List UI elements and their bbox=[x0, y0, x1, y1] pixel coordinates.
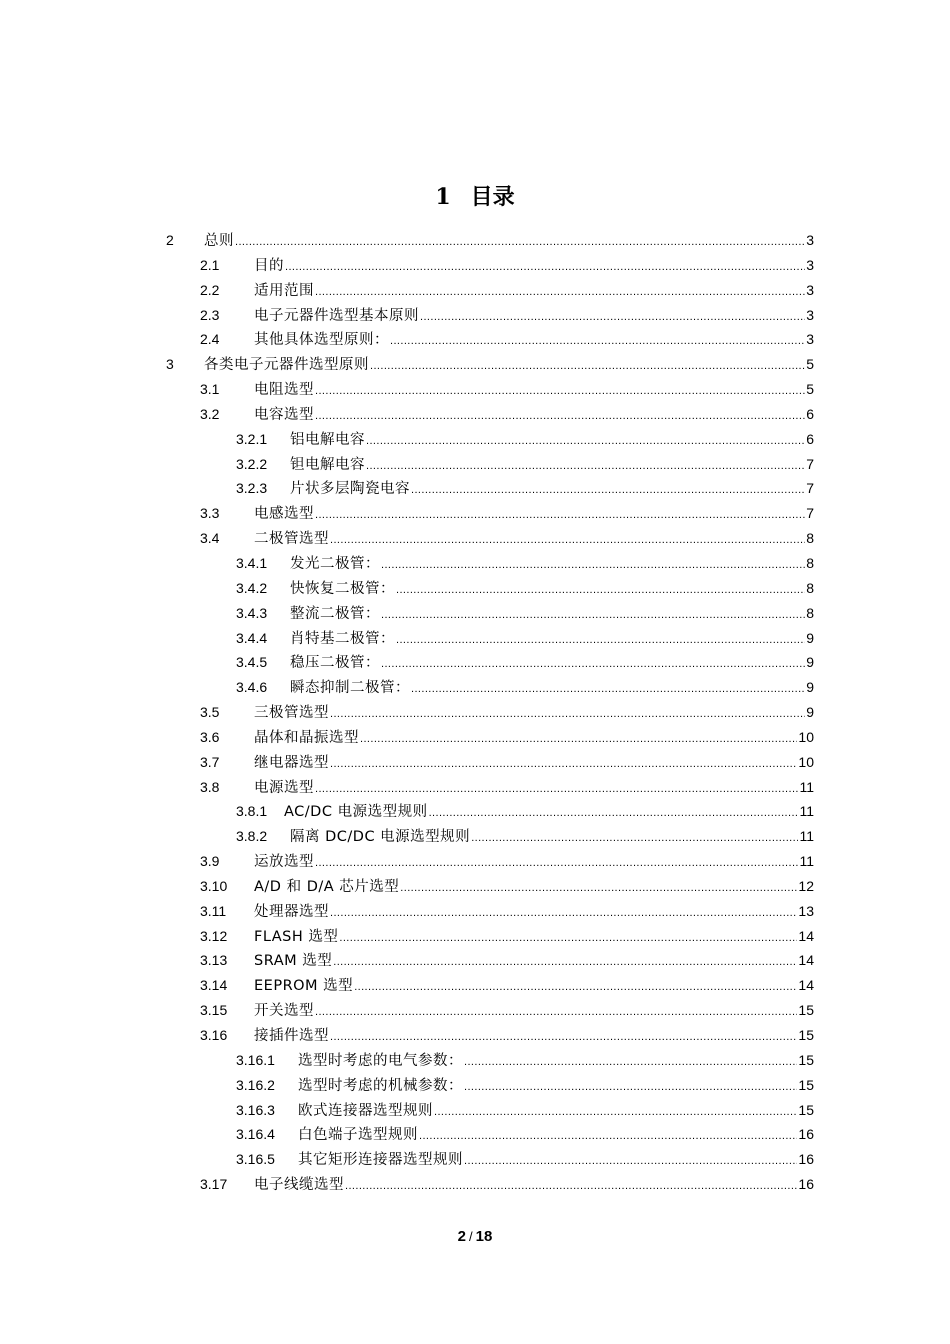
toc-entry-title[interactable]: 整流二极管： bbox=[290, 605, 380, 622]
toc-dot-leader bbox=[464, 1050, 797, 1075]
toc-entry-number: 3.2 bbox=[200, 405, 220, 422]
toc-entry-number: 2.4 bbox=[200, 331, 220, 348]
toc-entry-title[interactable]: EEPROM 选型 bbox=[254, 978, 354, 995]
toc-entry-page[interactable]: 8 bbox=[806, 554, 814, 571]
toc-dot-leader bbox=[330, 1025, 797, 1050]
toc-entry[interactable] bbox=[0, 1073, 950, 1098]
toc-entry-number: 2 bbox=[166, 232, 174, 248]
toc-entry-number: 3 bbox=[166, 356, 174, 373]
toc-dot-leader bbox=[411, 478, 805, 503]
toc-entry-number: 3.9 bbox=[200, 853, 220, 870]
toc-entry-number: 3.11 bbox=[200, 902, 227, 919]
toc-entry-title[interactable]: 适用范围 bbox=[254, 282, 314, 299]
toc-entry-page[interactable]: 8 bbox=[806, 530, 814, 547]
toc-dot-leader bbox=[396, 578, 805, 603]
toc-entry-title[interactable]: 总则 bbox=[204, 233, 234, 249]
toc-entry-line bbox=[236, 799, 814, 826]
toc-dot-leader bbox=[381, 603, 805, 628]
toc-entry[interactable] bbox=[0, 1023, 950, 1048]
toc-entry-title[interactable]: 肖特基二极管： bbox=[290, 630, 395, 647]
toc-entry-line bbox=[200, 874, 814, 901]
toc-entry-line bbox=[200, 377, 814, 404]
toc-entry-line bbox=[200, 973, 814, 1000]
toc-entry-page[interactable]: 6 bbox=[806, 430, 814, 447]
toc-entry-page[interactable]: 3 bbox=[806, 331, 814, 348]
toc-entry-title[interactable]: 铝电解电容 bbox=[290, 431, 365, 448]
toc-entry-title[interactable]: 晶体和晶振选型 bbox=[254, 729, 359, 746]
toc-entry-page[interactable]: 9 bbox=[806, 704, 814, 721]
toc-entry-line bbox=[200, 700, 814, 727]
toc-entry-number: 3.16.1 bbox=[236, 1051, 275, 1068]
toc-entry[interactable] bbox=[0, 675, 950, 700]
toc-entry[interactable] bbox=[0, 899, 950, 924]
toc-entry-number: 3.4.2 bbox=[236, 579, 268, 596]
toc-entry-line bbox=[166, 352, 814, 379]
toc-entry-number: 3.16.2 bbox=[236, 1076, 275, 1093]
toc-dot-leader bbox=[345, 1174, 797, 1199]
toc-entry-number: 3.12 bbox=[200, 927, 228, 944]
toc-entry-title[interactable]: 电容选型 bbox=[254, 406, 314, 423]
toc-entry-title[interactable]: 片状多层陶瓷电容 bbox=[290, 481, 410, 498]
toc-entry[interactable] bbox=[0, 998, 950, 1023]
toc-entry-page[interactable]: 6 bbox=[806, 405, 814, 422]
toc-dot-leader bbox=[420, 305, 805, 330]
toc-entry-line bbox=[236, 650, 814, 677]
toc-entry-title[interactable]: 稳压二极管： bbox=[290, 655, 380, 672]
toc-entry-title[interactable]: 各类电子元器件选型原则 bbox=[204, 357, 369, 374]
toc-entry-line bbox=[236, 1073, 814, 1100]
toc-entry-page[interactable]: 10 bbox=[798, 753, 814, 770]
toc-entry-number: 3.16 bbox=[200, 1027, 228, 1043]
toc-dot-leader bbox=[411, 677, 805, 702]
toc-entry-title[interactable]: A/D 和 D/A 芯片选型 bbox=[254, 878, 400, 895]
toc-dot-leader bbox=[400, 876, 797, 901]
toc-dot-leader bbox=[339, 926, 797, 951]
toc-entry[interactable] bbox=[0, 973, 950, 998]
toc-entry[interactable] bbox=[0, 452, 950, 477]
toc-entry[interactable] bbox=[0, 576, 950, 601]
toc-dot-leader bbox=[464, 1149, 797, 1174]
toc-entry-line bbox=[200, 1023, 814, 1050]
toc-entry-page[interactable]: 15 bbox=[798, 1002, 814, 1019]
toc-entry-title[interactable]: 其他具体选型原则： bbox=[254, 332, 389, 349]
toc-entry-number: 3.15 bbox=[200, 1002, 228, 1019]
toc-entry[interactable] bbox=[0, 253, 950, 278]
toc-entry-line bbox=[200, 327, 814, 354]
toc-entry[interactable] bbox=[0, 824, 950, 849]
toc-dot-leader bbox=[366, 429, 805, 454]
toc-entry-page[interactable]: 7 bbox=[806, 455, 814, 472]
toc-dot-leader bbox=[315, 851, 798, 876]
toc-entry-title[interactable]: 发光二极管： bbox=[290, 555, 380, 572]
toc-entry-line bbox=[236, 824, 814, 851]
toc-entry-line bbox=[200, 750, 814, 777]
toc-entry-title[interactable]: 选型时考虑的机械参数： bbox=[298, 1077, 463, 1094]
toc-entry[interactable] bbox=[0, 303, 950, 328]
toc-dot-leader bbox=[333, 950, 797, 975]
toc-dot-leader bbox=[419, 1124, 797, 1149]
toc-entry[interactable] bbox=[0, 700, 950, 725]
toc-entry-title[interactable]: 瞬态抑制二极管： bbox=[290, 680, 410, 697]
toc-entry-title[interactable]: 二极管选型 bbox=[254, 531, 329, 548]
toc-entry-page[interactable]: 16 bbox=[798, 1151, 814, 1168]
toc-entry-number: 3.4.1 bbox=[236, 554, 268, 571]
toc-entry[interactable] bbox=[0, 1098, 950, 1123]
heading-number: 1 bbox=[435, 184, 451, 210]
toc-entry[interactable] bbox=[0, 501, 950, 526]
toc-entry-number: 3.1 bbox=[200, 381, 220, 398]
page-footer bbox=[0, 1228, 950, 1245]
toc-entry-number: 3.2.2 bbox=[236, 455, 268, 472]
toc-dot-leader bbox=[330, 702, 805, 727]
toc-entry-number: 3.6 bbox=[200, 728, 220, 745]
toc-entry-line bbox=[200, 998, 814, 1025]
toc-entry-page[interactable]: 12 bbox=[798, 877, 814, 894]
toc-dot-leader bbox=[370, 354, 805, 379]
toc-entry-page[interactable]: 10 bbox=[798, 728, 814, 745]
toc-entry[interactable] bbox=[0, 1172, 950, 1197]
toc-entry-title[interactable]: 欧式连接器选型规则 bbox=[298, 1102, 433, 1119]
toc-dot-leader bbox=[315, 379, 805, 404]
toc-entry-title[interactable]: 目的 bbox=[254, 257, 284, 274]
toc-entry-number: 3.2.1 bbox=[236, 430, 268, 447]
toc-entry-line bbox=[236, 1147, 814, 1174]
toc-entry-page[interactable]: 9 bbox=[806, 629, 814, 646]
toc-entry-page[interactable]: 15 bbox=[798, 1027, 814, 1043]
toc-entry-number: 2.3 bbox=[200, 306, 220, 323]
toc-entry-title[interactable]: 继电器选型 bbox=[254, 754, 329, 771]
current-page-number: 2 bbox=[457, 1228, 467, 1245]
toc-entry[interactable] bbox=[0, 427, 950, 452]
toc-entry-number: 2.1 bbox=[200, 256, 220, 273]
toc-entry-page[interactable]: 15 bbox=[798, 1101, 814, 1118]
table-of-contents bbox=[0, 228, 950, 1197]
toc-entry[interactable] bbox=[0, 476, 950, 501]
toc-entry-page[interactable]: 9 bbox=[806, 654, 814, 671]
toc-entry-page[interactable]: 14 bbox=[798, 952, 814, 969]
toc-entry-title[interactable]: 电感选型 bbox=[254, 506, 314, 523]
toc-entry-page[interactable]: 3 bbox=[806, 306, 814, 323]
toc-entry-number: 3.8.1 bbox=[236, 803, 268, 820]
toc-dot-leader bbox=[396, 628, 805, 653]
toc-entry-number: 3.3 bbox=[200, 505, 220, 522]
toc-entry-title[interactable]: 电源选型 bbox=[254, 779, 314, 796]
toc-entry[interactable] bbox=[0, 626, 950, 651]
toc-entry-page[interactable]: 16 bbox=[798, 1126, 814, 1143]
toc-entry[interactable] bbox=[0, 849, 950, 874]
toc-entry[interactable] bbox=[0, 750, 950, 775]
toc-entry[interactable] bbox=[0, 526, 950, 551]
toc-entry-page[interactable]: 3 bbox=[806, 232, 814, 248]
toc-entry-line bbox=[236, 1048, 814, 1075]
toc-dot-leader bbox=[315, 777, 798, 802]
toc-entry-line bbox=[236, 576, 814, 603]
toc-entry-title[interactable]: FLASH 选型 bbox=[254, 928, 339, 945]
toc-heading bbox=[0, 180, 950, 215]
page-separator: / bbox=[469, 1229, 473, 1244]
toc-dot-leader bbox=[366, 454, 805, 479]
toc-dot-leader bbox=[330, 528, 805, 553]
toc-entry-number: 3.17 bbox=[200, 1176, 228, 1193]
toc-entry-page[interactable]: 11 bbox=[799, 778, 814, 795]
toc-entry-page[interactable]: 8 bbox=[806, 604, 814, 621]
toc-entry-page[interactable]: 16 bbox=[798, 1176, 814, 1193]
toc-entry-title[interactable]: 其它矩形连接器选型规则 bbox=[298, 1152, 463, 1169]
toc-entry-line bbox=[236, 427, 814, 454]
toc-dot-leader bbox=[315, 280, 805, 305]
toc-dot-leader bbox=[354, 975, 797, 1000]
toc-entry-page[interactable]: 5 bbox=[806, 381, 814, 398]
toc-entry-number: 3.5 bbox=[200, 704, 220, 721]
toc-entry[interactable] bbox=[0, 327, 950, 352]
toc-entry-line bbox=[236, 675, 814, 702]
toc-dot-leader bbox=[464, 1075, 797, 1100]
toc-entry-line bbox=[200, 526, 814, 553]
toc-entry[interactable] bbox=[0, 874, 950, 899]
toc-entry-number: 3.4.6 bbox=[236, 679, 268, 696]
toc-entry-number: 3.4.5 bbox=[236, 654, 268, 671]
toc-entry[interactable] bbox=[0, 1122, 950, 1147]
toc-entry[interactable] bbox=[0, 1147, 950, 1172]
toc-entry[interactable] bbox=[0, 725, 950, 750]
toc-entry[interactable] bbox=[0, 601, 950, 626]
toc-entry-line bbox=[236, 1098, 814, 1125]
toc-entry-page[interactable]: 7 bbox=[806, 505, 814, 522]
toc-dot-leader bbox=[381, 553, 805, 578]
toc-entry-title[interactable]: AC/DC 电源选型规则 bbox=[284, 804, 428, 821]
toc-dot-leader bbox=[315, 503, 805, 528]
toc-entry-number: 3.4.3 bbox=[236, 604, 268, 621]
toc-entry-line bbox=[166, 228, 814, 255]
toc-entry-line bbox=[200, 924, 814, 951]
toc-entry-title[interactable]: 钽电解电容 bbox=[290, 456, 365, 473]
toc-entry[interactable] bbox=[0, 352, 950, 377]
toc-entry-line bbox=[200, 278, 814, 305]
toc-entry-page[interactable]: 13 bbox=[798, 902, 814, 919]
toc-entry-number: 3.8.2 bbox=[236, 828, 268, 845]
toc-entry-number: 3.2.3 bbox=[236, 480, 268, 497]
toc-dot-leader bbox=[315, 1000, 797, 1025]
toc-entry-page[interactable]: 11 bbox=[799, 828, 814, 845]
toc-entry-line bbox=[200, 775, 814, 802]
toc-entry-line bbox=[200, 899, 814, 926]
toc-entry-line bbox=[236, 1122, 814, 1149]
toc-dot-leader bbox=[360, 727, 797, 752]
toc-entry[interactable] bbox=[0, 650, 950, 675]
toc-entry-title[interactable]: 运放选型 bbox=[254, 854, 314, 871]
toc-entry-number: 3.4.4 bbox=[236, 629, 268, 646]
toc-entry-title[interactable]: 快恢复二极管： bbox=[290, 580, 395, 597]
toc-entry[interactable] bbox=[0, 799, 950, 824]
toc-dot-leader bbox=[381, 652, 805, 677]
toc-entry-title[interactable]: 电阻选型 bbox=[254, 382, 314, 399]
toc-entry-title[interactable]: 电子线缆选型 bbox=[254, 1177, 344, 1194]
toc-entry-title[interactable]: SRAM 选型 bbox=[254, 953, 333, 970]
toc-dot-leader bbox=[235, 230, 805, 255]
toc-entry[interactable] bbox=[0, 924, 950, 949]
toc-entry-line bbox=[200, 725, 814, 752]
toc-entry-number: 3.13 bbox=[200, 952, 228, 969]
toc-entry[interactable] bbox=[0, 278, 950, 303]
toc-entry-page[interactable]: 3 bbox=[806, 256, 814, 273]
toc-entry-line bbox=[200, 849, 814, 876]
toc-dot-leader bbox=[330, 901, 797, 926]
toc-entry-page[interactable]: 15 bbox=[798, 1076, 814, 1093]
total-page-count: 18 bbox=[475, 1228, 493, 1245]
toc-entry-number: 2.2 bbox=[200, 281, 220, 298]
toc-entry-page[interactable]: 9 bbox=[806, 679, 814, 696]
toc-entry-line bbox=[236, 601, 814, 628]
toc-entry-line bbox=[236, 452, 814, 479]
toc-entry-line bbox=[200, 253, 814, 280]
toc-entry[interactable] bbox=[0, 551, 950, 576]
toc-entry-number: 3.8 bbox=[200, 778, 220, 795]
toc-entry[interactable] bbox=[0, 228, 950, 253]
toc-dot-leader bbox=[315, 404, 805, 429]
toc-entry-line bbox=[200, 1172, 814, 1199]
toc-entry-title[interactable]: 白色端子选型规则 bbox=[298, 1127, 418, 1144]
toc-entry[interactable] bbox=[0, 775, 950, 800]
toc-entry-line bbox=[236, 551, 814, 578]
toc-entry-line bbox=[200, 303, 814, 330]
toc-entry-number: 3.16.5 bbox=[236, 1151, 275, 1168]
toc-entry-number: 3.7 bbox=[200, 753, 220, 770]
toc-entry[interactable] bbox=[0, 1048, 950, 1073]
toc-entry-title[interactable]: 处理器选型 bbox=[254, 903, 329, 920]
toc-entry-line bbox=[200, 402, 814, 429]
toc-entry[interactable] bbox=[0, 377, 950, 402]
toc-entry-number: 3.10 bbox=[200, 877, 228, 894]
toc-entry-page[interactable]: 3 bbox=[806, 281, 814, 298]
toc-entry-number: 3.4 bbox=[200, 530, 220, 547]
toc-entry-title[interactable]: 三极管选型 bbox=[254, 705, 329, 722]
toc-entry-line bbox=[200, 501, 814, 528]
heading-title: 目录 bbox=[470, 185, 515, 210]
toc-dot-leader bbox=[390, 329, 805, 354]
toc-entry-number: 3.14 bbox=[200, 977, 228, 994]
toc-dot-leader bbox=[471, 826, 798, 851]
toc-entry-number: 3.16.3 bbox=[236, 1101, 275, 1118]
toc-dot-leader bbox=[285, 255, 805, 280]
toc-entry-title[interactable]: 选型时考虑的电气参数： bbox=[298, 1052, 463, 1069]
toc-dot-leader bbox=[429, 801, 799, 826]
toc-entry[interactable] bbox=[0, 948, 950, 973]
toc-entry-title[interactable]: 接插件选型 bbox=[254, 1028, 329, 1044]
toc-dot-leader bbox=[434, 1100, 797, 1125]
toc-entry-number: 3.16.4 bbox=[236, 1126, 275, 1143]
toc-entry-line bbox=[236, 626, 814, 653]
toc-entry-title[interactable]: 隔离 DC/DC 电源选型规则 bbox=[290, 829, 471, 846]
toc-entry-page[interactable]: 8 bbox=[806, 579, 814, 596]
toc-entry-title[interactable]: 开关选型 bbox=[254, 1003, 314, 1020]
toc-entry-title[interactable]: 电子元器件选型基本原则 bbox=[254, 307, 419, 324]
toc-entry-line bbox=[200, 948, 814, 975]
toc-dot-leader bbox=[330, 752, 797, 777]
toc-entry-page[interactable]: 7 bbox=[806, 480, 814, 497]
toc-entry-line bbox=[236, 476, 814, 503]
toc-entry-page[interactable]: 11 bbox=[799, 853, 814, 870]
toc-entry-page[interactable]: 14 bbox=[798, 977, 814, 994]
toc-entry-page[interactable]: 15 bbox=[798, 1051, 814, 1068]
toc-entry-page[interactable]: 14 bbox=[798, 927, 814, 944]
toc-entry[interactable] bbox=[0, 402, 950, 427]
toc-entry-page[interactable]: 11 bbox=[799, 803, 814, 820]
toc-entry-page[interactable]: 5 bbox=[806, 356, 814, 373]
